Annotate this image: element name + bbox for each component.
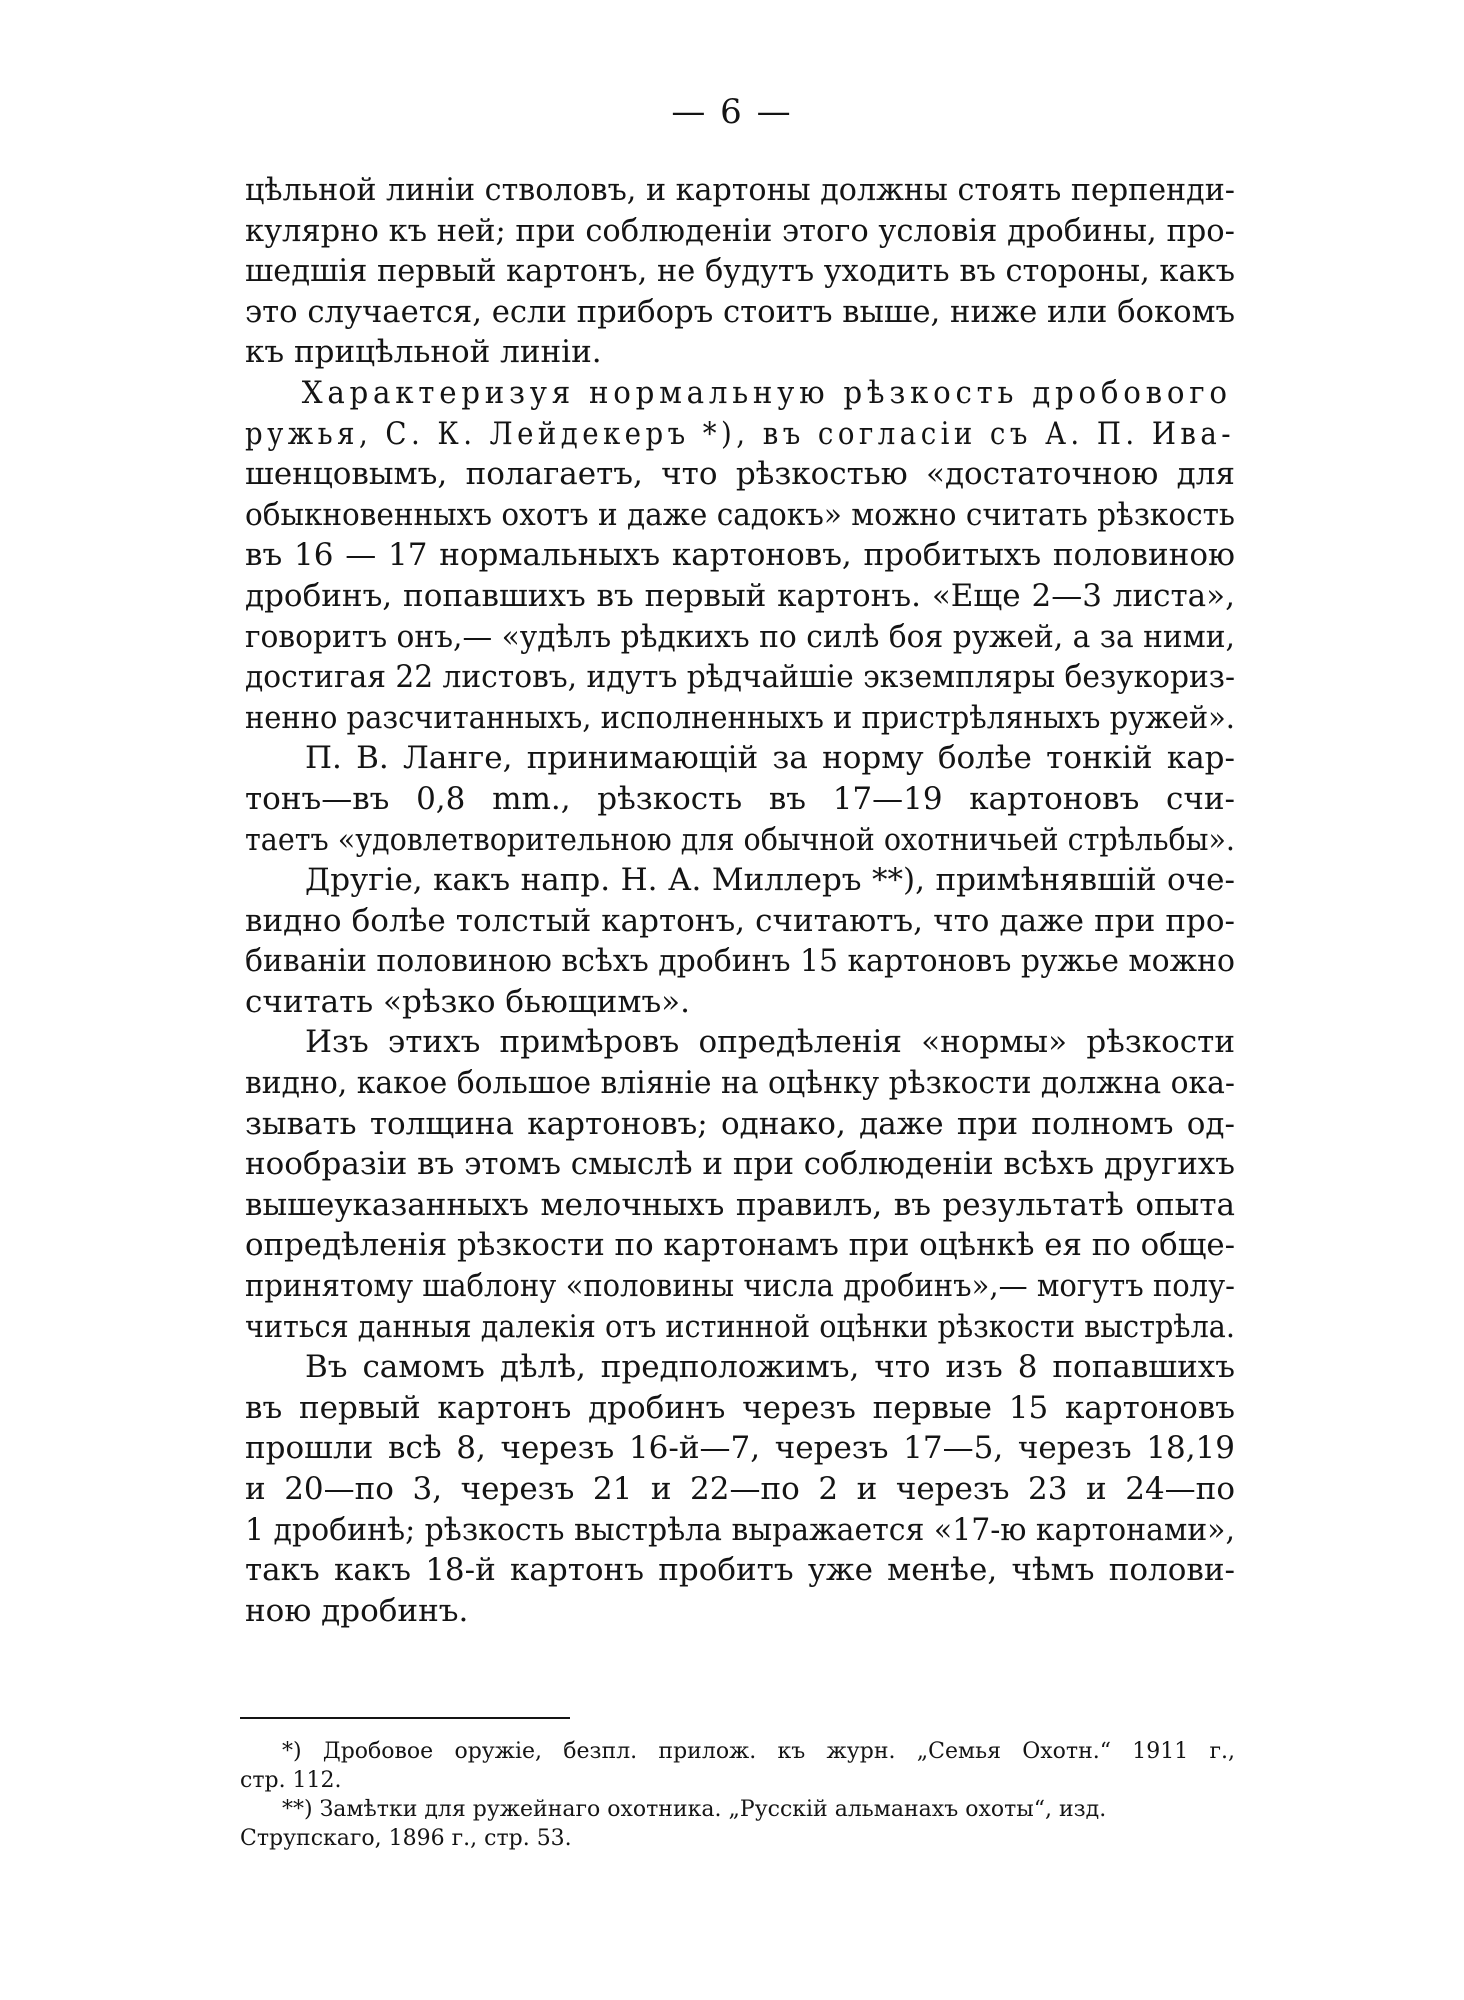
text-line: кулярно къ ней; при соблюденіи этого условія дробины, про- [245, 212, 1235, 249]
text-line: говоритъ онъ,— «удѣлъ рѣдкихъ по силѣ боя ружей, а за ними, [245, 618, 1235, 655]
text-line: ною дробинъ. [245, 1592, 469, 1629]
text-line: къ прицѣльной линіи. [245, 334, 602, 371]
text-line: обыкновенныхъ охотъ и даже садокъ» можно считать рѣзкость [245, 496, 1235, 533]
footnote-line: стр. 112. [240, 1768, 342, 1793]
text-line: такъ какъ 18-й картонъ пробитъ уже менѣе, чѣмъ полови- [245, 1552, 1235, 1589]
text-line: Другіе, какъ напр. Н. А. Миллеръ **), примѣнявшій оче- [305, 862, 1235, 899]
footnote-line: Струпскаго, 1896 г., стр. 53. [240, 1826, 572, 1851]
page-number: — 6 — [671, 92, 793, 132]
text-line: Изъ этихъ примѣровъ опредѣленія «нормы» рѣзкости [305, 1024, 1235, 1061]
text-line: Характеризуя нормальную рѣзкость дробового [301, 374, 1232, 411]
text-line: дробинъ, попавшихъ въ первый картонъ. «Еще 2—3 листа», [245, 577, 1235, 614]
text-line: Въ самомъ дѣлѣ, предположимъ, что изъ 8 попавшихъ [305, 1349, 1235, 1386]
text-line: шенцовымъ, полагаетъ, что рѣзкостью «достаточною для [245, 456, 1235, 493]
text-line: принятому шаблону «половины числа дробинъ»,— могутъ полу- [245, 1268, 1235, 1305]
text-line: въ первый картонъ дробинъ черезъ первые 15 картоновъ [245, 1389, 1235, 1426]
text-line: ружья, С. К. Лейдекеръ *), въ согласіи съ А. П. Ива- [245, 415, 1235, 452]
footnote-line: **) Замѣтки для ружейнаго охотника. „Русскій альманахъ охоты“, изд. [282, 1797, 1107, 1822]
body-text [245, 170, 1235, 1631]
text-line: таетъ «удовлетворительною для обычной охотничьей стрѣльбы». [245, 821, 1235, 858]
text-line: 1 дробинѣ; рѣзкость выстрѣла выражается «17-ю картонами», [245, 1511, 1235, 1548]
text-line: вышеуказанныхъ мелочныхъ правилъ, въ результатѣ опыта [245, 1186, 1235, 1223]
text-line: это случается, если приборъ стоитъ выше, ниже или бокомъ [245, 293, 1235, 330]
text-line: зывать толщина картоновъ; однако, даже при полномъ од- [245, 1105, 1235, 1142]
text-line: ненно разсчитанныхъ, исполненныхъ и пристрѣляныхъ ружей». [245, 699, 1235, 736]
text-line: цѣльной линіи стволовъ, и картоны должны стоять перпенди- [245, 172, 1235, 208]
footnote-divider [240, 1717, 570, 1719]
text-line: опредѣленія рѣзкости по картонамъ при оцѣнкѣ ея по обще- [245, 1227, 1235, 1264]
text-line: биваніи половиною всѣхъ дробинъ 15 картоновъ ружье можно [245, 943, 1235, 980]
footnote-line: *) Дробовое оружіе, безпл. прилож. къ журн. „Семья Охотн.“ 1911 г., [282, 1739, 1235, 1764]
text-line: и 20—по 3, черезъ 21 и 22—по 2 и черезъ 23 и 24—по [245, 1471, 1235, 1507]
text-line: видно болѣе толстый картонъ, считаютъ, что даже при про- [245, 902, 1235, 939]
text-line: видно, какое большое вліяніе на оцѣнку рѣзкости должна ока- [245, 1065, 1235, 1102]
text-line: считать «рѣзко бьющимъ». [245, 983, 691, 1020]
text-line: П. В. Ланге, принимающій за норму болѣе тонкій кар- [305, 740, 1235, 777]
footnotes [240, 1737, 1235, 1853]
text-line: тонъ—въ 0,8 mm., рѣзкость въ 17—19 картоновъ счи- [245, 780, 1235, 817]
text-line: въ 16 — 17 нормальныхъ картоновъ, пробитыхъ половиною [245, 537, 1235, 574]
text-line: нообразіи въ этомъ смыслѣ и при соблюденіи всѣхъ другихъ [245, 1146, 1235, 1183]
text-line: достигая 22 листовъ, идутъ рѣдчайшіе экземпляры безукориз- [245, 659, 1235, 696]
text-line: шедшія первый картонъ, не будутъ уходить въ стороны, какъ [245, 253, 1235, 290]
text-line: читься данныя далекія отъ истинной оцѣнки рѣзкости выстрѣла. [245, 1308, 1235, 1345]
text-line: прошли всѣ 8, черезъ 16-й—7, черезъ 17—5, черезъ 18,19 [245, 1430, 1235, 1467]
